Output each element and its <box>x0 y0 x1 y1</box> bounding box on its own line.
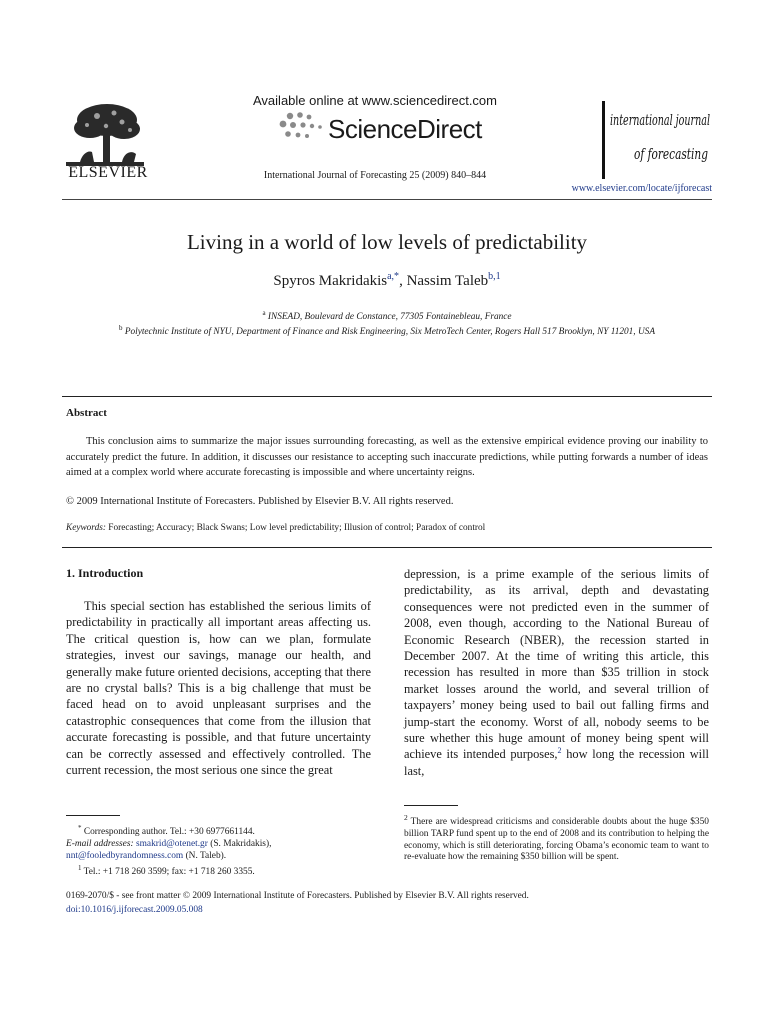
elsevier-wordmark: ELSEVIER <box>68 164 148 181</box>
abstract-bottom-rule <box>62 547 712 548</box>
footnote-1-mark: 1 <box>78 864 82 872</box>
svg-text:of forecasting: of forecasting <box>634 145 708 163</box>
corresponding-author-footnote <box>66 823 371 862</box>
email-label: E-mail addresses: <box>66 838 134 849</box>
sciencedirect-dots-icon <box>276 111 324 143</box>
affiliation-b-text: Polytechnic Institute of NYU, Department of Finance and Risk Engineering, Six MetroTech Center, Rogers Hall 517 Brooklyn, NY 11201, USA <box>124 327 656 338</box>
footnote-2-text: There are widespread criticisms and considerable doubts about the huge $350 billion TARP fund spent up to the end of 2008 and its contribution to helping the economy, which is still deteriorating, forcing Obama’s economic team to want to re-evaluate how the remaining $350 billion will be spent. <box>404 817 709 863</box>
issn-line: 0169-2070/$ - see front matter © 2009 International Institute of Forecasters. Published by Elsevier B.V. All rights reserved. <box>66 891 529 901</box>
footnote-2 <box>404 812 709 864</box>
doi-link[interactable]: doi:10.1016/j.ijforecast.2009.05.008 <box>66 905 203 915</box>
author-taleb: Nassim Taleb <box>406 273 489 289</box>
email-link-taleb[interactable]: nnt@fooledbyrandomness.com <box>66 850 184 861</box>
keywords-list: Forecasting; Accuracy; Black Swans; Low level predictability; Illusion of control; Paradox of control <box>105 523 486 533</box>
footnote-rule-left <box>66 815 120 816</box>
email-link-makridakis[interactable]: smakrid@otenet.gr <box>135 838 208 849</box>
abstract-copyright: © 2009 International Institute of Forecasters. Published by Elsevier B.V. All rights reserved. <box>66 496 454 507</box>
affiliation-a-mark: a <box>262 309 266 317</box>
svg-text:international journal: international journal <box>610 111 711 129</box>
header-rule <box>62 199 712 200</box>
footnote-2-mark: 2 <box>404 813 408 822</box>
corresponding-mark: * <box>78 824 82 832</box>
email1-tail: (S. Makridakis), <box>207 838 272 849</box>
available-online-text[interactable]: Available online at www.sciencedirect.com <box>253 93 497 108</box>
author2-affiliation-mark[interactable]: b,1 <box>488 271 501 282</box>
body-left-column: This special section has established the serious limits of predictability in practically all important areas affecting us. The critical question is, how can we plan, formulate strategies, invest our savings, manage our health, and generally make future oriented decisions, accepting that there are no crystal balls? This is a big challenge that must be faced head on to avoid unpleasant surprises and the catastrophic consequences that come from the illusion that accurate forecasting is possible, and that future uncertainty can be correctly assessed and effectively controlled. The current recession, the most serious one since the great <box>66 599 371 778</box>
footnote-1-text: Tel.: +1 718 260 3599; fax: +1 718 260 3355. <box>81 867 255 878</box>
paper-title: Living in a world of low levels of predictability <box>186 230 588 254</box>
body-right-text-tail: how long the recession will last, <box>404 747 709 778</box>
author-separator: , <box>399 273 407 289</box>
keywords-line <box>66 523 708 533</box>
section-heading-introduction: 1. Introduction <box>66 566 144 580</box>
abstract-top-rule <box>62 396 712 397</box>
journal-citation: International Journal of Forecasting 25 (2009) 840–844 <box>263 170 487 181</box>
sciencedirect-logo-text[interactable]: ScienceDirect <box>328 114 482 144</box>
body-right-text: depression, is a prime example of the serious limits of predictability, as its arrival, depth and devastating consequences were not predicted even in the summer of 2008, even though, according to the National Bureau of Economic Research (NBER), the recession started in December 2007. At the time of writing this article, this recession has resulted in more than $35 trillion in stock market losses around the world, and several trillion of taxpayers’ money being used to bail out falling firms and jump-start the economy. Worst of all, nobody seems to be sure whether this huge amount of money being spent will achieve its intended purposes, <box>404 567 709 762</box>
journal-url-link[interactable]: www.elsevier.com/locate/ijforecast <box>571 183 712 194</box>
keywords-label: Keywords: <box>66 523 106 533</box>
affiliation-b <box>62 322 712 339</box>
author-list <box>62 271 712 290</box>
affiliation-a-text: INSEAD, Boulevard de Constance, 77305 Fontainebleau, France <box>267 312 512 323</box>
author1-affiliation-mark[interactable]: a,* <box>387 271 400 282</box>
corresponding-text: Corresponding author. Tel.: +30 6977661144. <box>81 827 255 838</box>
body-right-column <box>404 566 709 779</box>
footnote-2-ref[interactable]: 2 <box>557 746 562 756</box>
abstract-text: This conclusion aims to summarize the major issues surrounding forecasting, as well as the extensive empirical evidence proving our inability to accurately predict the future. In addition, it discusses our resistance to accepting such inaccurate predictions, while putting forwards a number of ideas aimed at a complex world where accurate forecasting is impossible and where uncertainty reigns. <box>66 436 708 479</box>
footnote-rule-right <box>404 805 458 806</box>
email2-tail: (N. Taleb). <box>183 850 227 861</box>
author-makridakis: Spyros Makridakis <box>273 273 388 289</box>
affiliation-b-mark: b <box>118 324 123 332</box>
abstract-heading: Abstract <box>66 407 107 419</box>
footnote-1 <box>78 863 368 879</box>
journal-logo <box>600 97 712 183</box>
